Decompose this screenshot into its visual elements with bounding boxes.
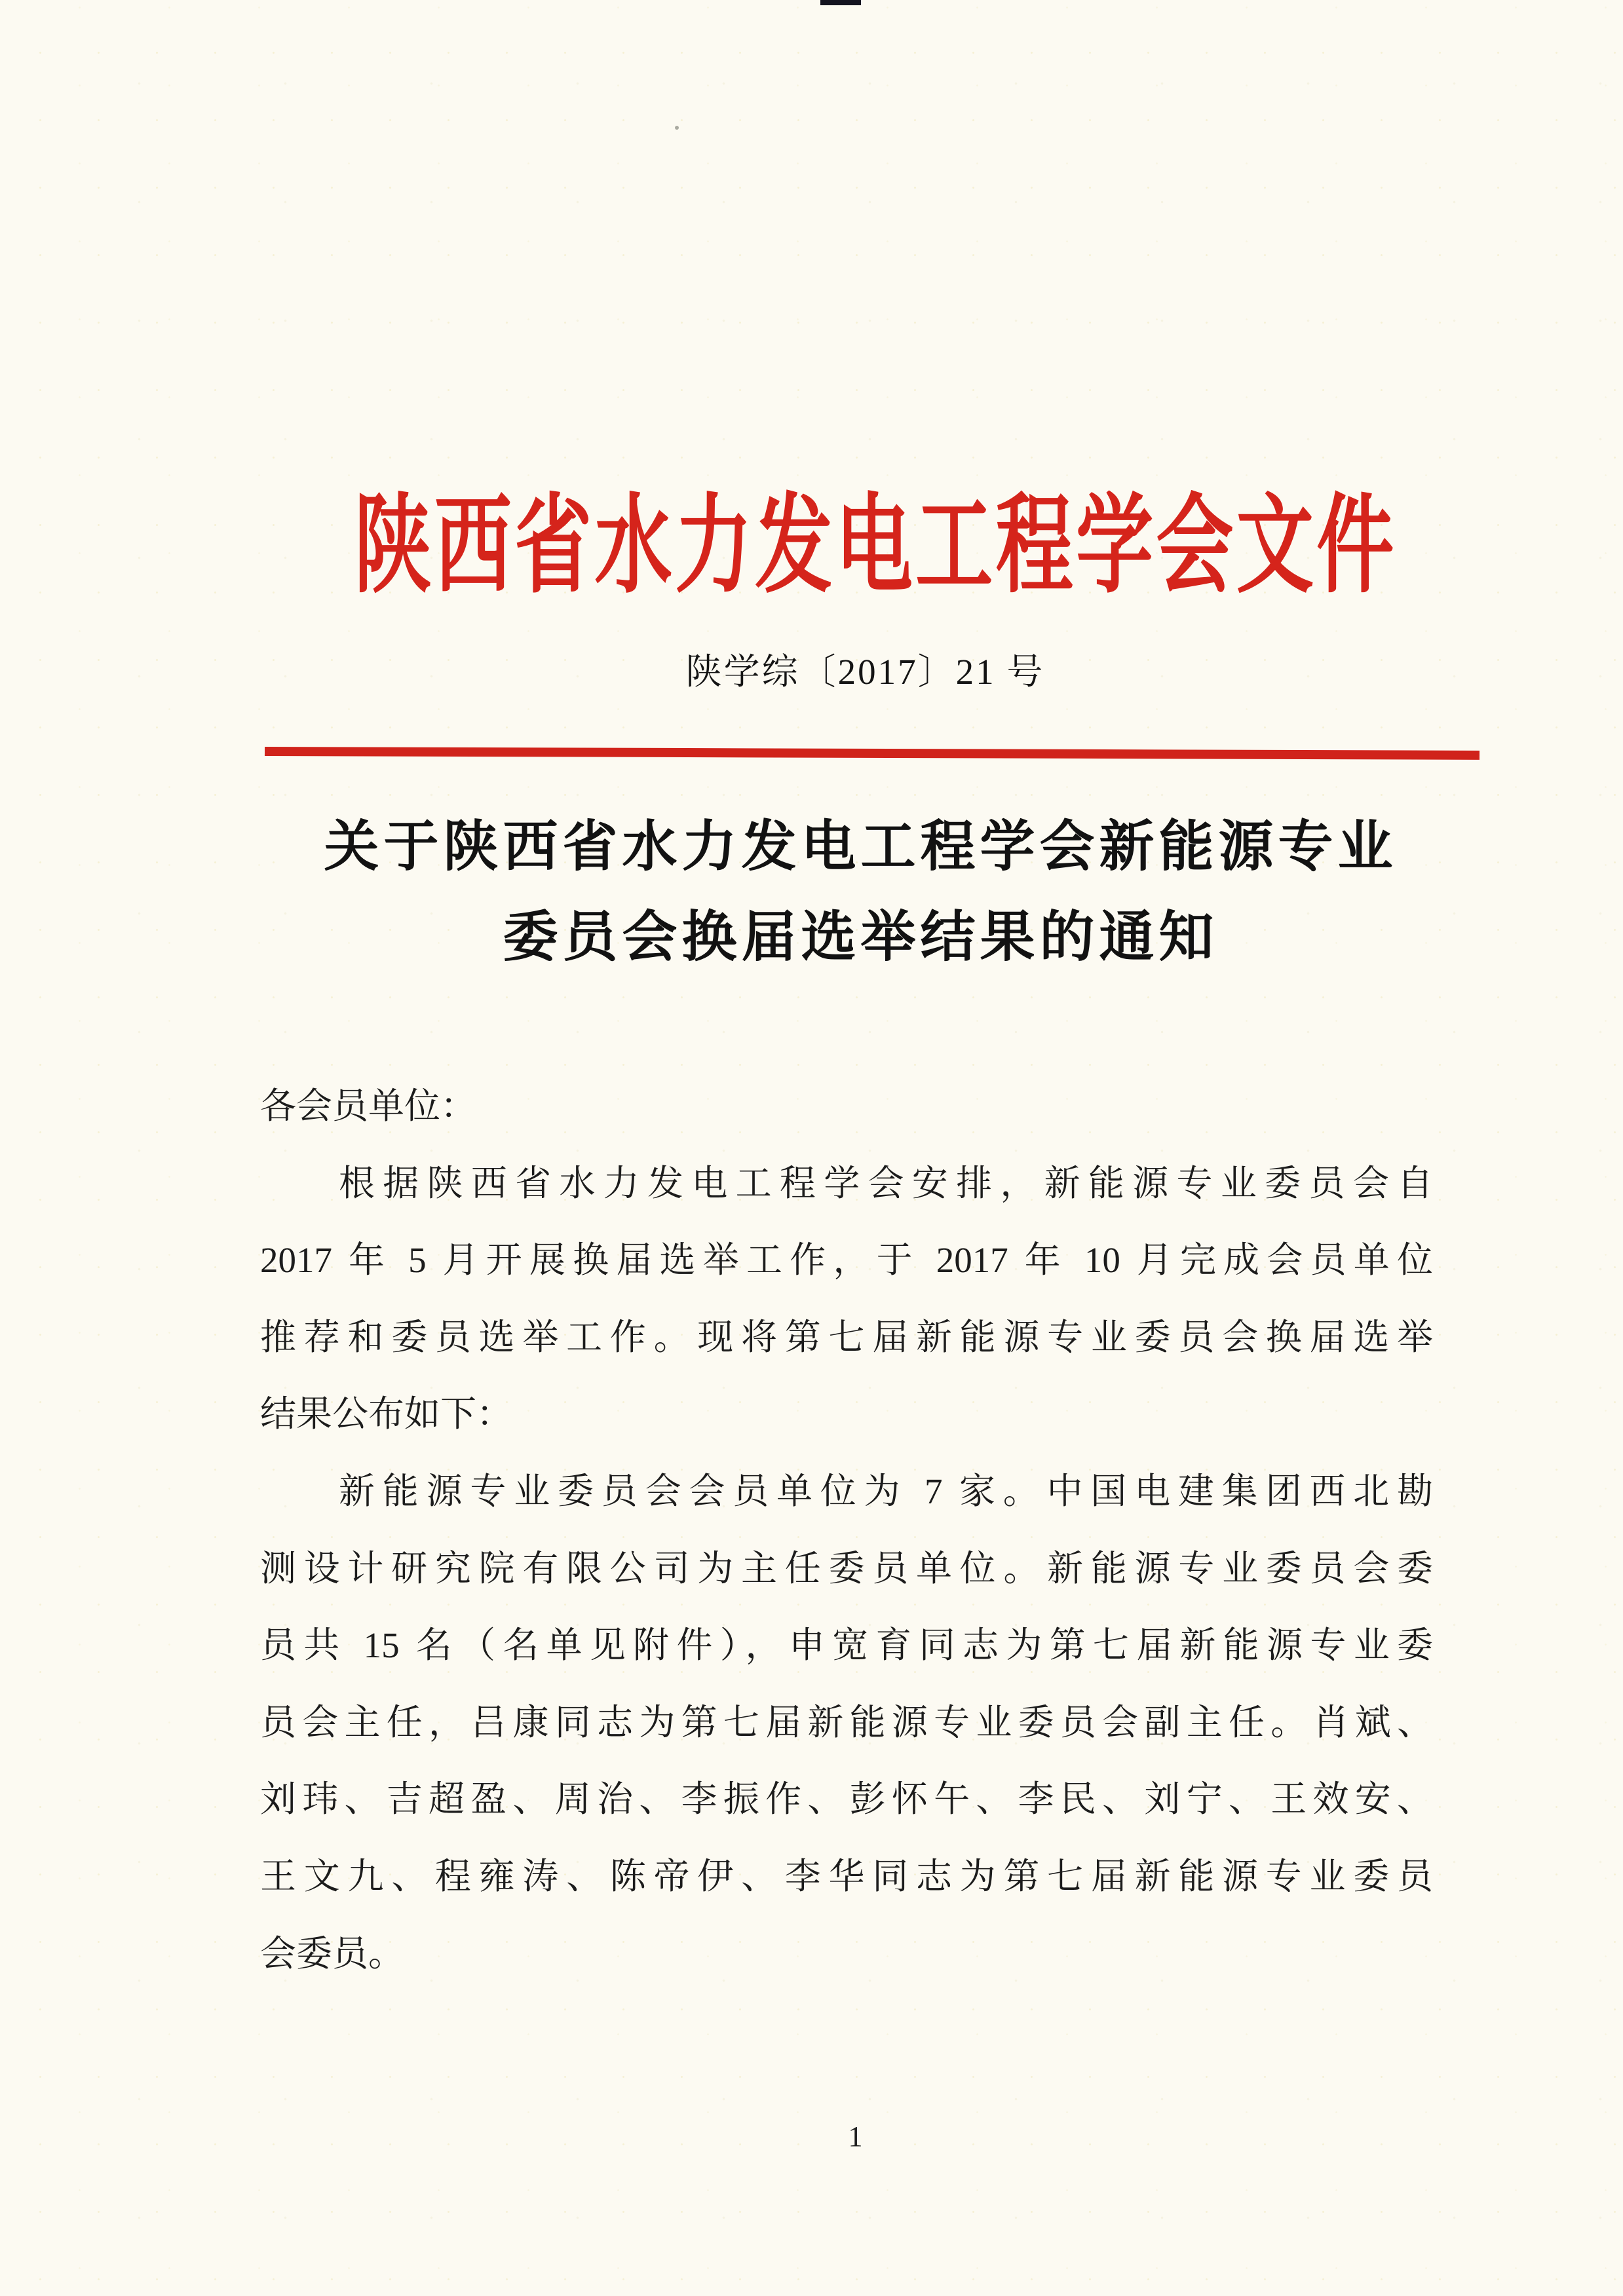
body-line: 2017 年 5 月开展换届选举工作，于 2017 年 10 月完成会员单位 bbox=[260, 1240, 1433, 1281]
body-line: 结果公布如下： bbox=[260, 1394, 513, 1435]
body-line: 员共 15 名（名单见附件），申宽育同志为第七届新能源专业委 bbox=[260, 1625, 1433, 1666]
doc-title-line-2 bbox=[0, 909, 1623, 967]
scan-registration-mark bbox=[820, 0, 861, 5]
page-number-text: 1 bbox=[848, 2120, 863, 2153]
body-line: 推荐和委员选举工作。现将第七届新能源专业委员会换届选举 bbox=[260, 1317, 1433, 1357]
body-line: 王文九、程雍涛、陈帝伊、李华同志为第七届新能源专业委员 bbox=[260, 1856, 1433, 1896]
org-banner-title bbox=[0, 487, 1623, 606]
body-line: 根据陕西省水力发电工程学会安排，新能源专业委员会自 bbox=[339, 1163, 1433, 1203]
body-line-salutation: 各会员单位： bbox=[260, 1086, 477, 1126]
body-line: 员会主任，吕康同志为第七届新能源专业委员会副主任。肖斌、 bbox=[260, 1702, 1433, 1742]
body-line: 刘玮、吉超盈、周治、李振作、彭怀午、李民、刘宁、王效安、 bbox=[260, 1779, 1433, 1820]
page-number bbox=[0, 2121, 1623, 2153]
scan-speck bbox=[675, 126, 679, 130]
red-divider-rule bbox=[265, 747, 1480, 760]
body-line: 新能源专业委员会会员单位为 7 家。中国电建集团西北勘 bbox=[339, 1471, 1433, 1511]
doc-title-line-2-text: 委员会换届选举结果的通知 bbox=[503, 907, 1219, 968]
body-line: 会委员。 bbox=[260, 1933, 405, 1974]
org-banner-title-text: 陕西省水力发电工程学会文件 bbox=[354, 487, 1398, 606]
doc-title-line-1-text: 关于陕西省水力发电工程学会新能源专业 bbox=[324, 817, 1398, 878]
body-text-block bbox=[260, 1068, 1433, 1992]
doc-number bbox=[0, 652, 1623, 692]
doc-title-line-1 bbox=[0, 819, 1623, 876]
doc-number-text: 陕学综〔2017〕21 号 bbox=[685, 652, 1045, 692]
body-line: 测设计研究院有限公司为主任委员单位。新能源专业委员会委 bbox=[260, 1548, 1433, 1589]
